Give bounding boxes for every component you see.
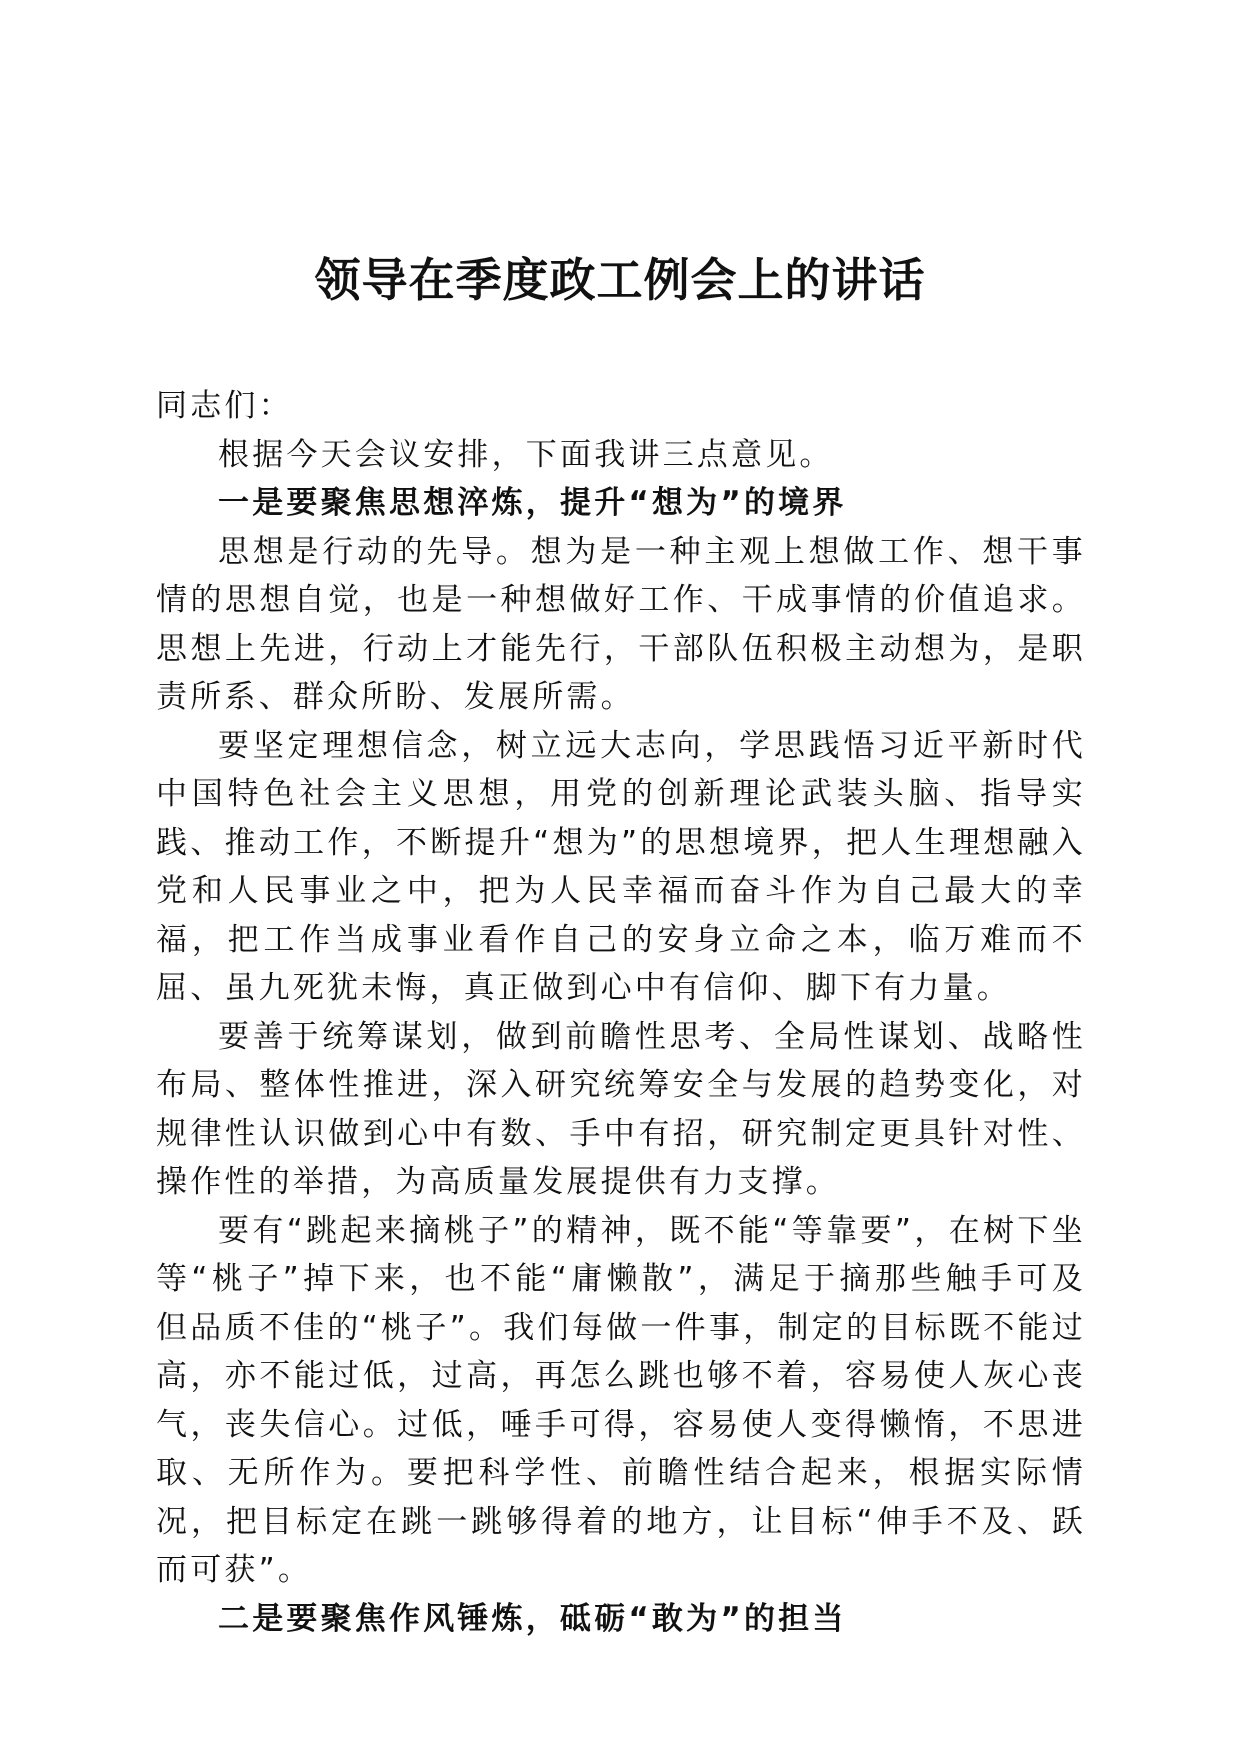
paragraph: 思想是行动的先导。想为是一种主观上想做工作、想干事情的思想自觉，也是一种想做好工作、干成事情的价值追求。思想上先进，行动上才能先行，干部队伍积极主动想为，是职责所系、群众所盼、发展所需。: [156, 533, 1086, 715]
document-title: 领导在季度政工例会上的讲话: [314, 253, 926, 307]
paragraph: 要坚定理想信念，树立远大志向，学思践悟习近平新时代中国特色社会主义思想，用党的创新理论武装头脑、指导实践、推动工作，不断提升“想为”的思想境界，把人生理想融入党和人民事业之中，把为人民幸福而奋斗作为自己最大的幸福，把工作当成事业看作自己的安身立命之本，临万难而不屈、虽九死犹未悔，真正做到心中有信仰、脚下有力量。: [156, 727, 1086, 1006]
paragraph: 要有“跳起来摘桃子”的精神，既不能“等靠要”，在树下坐等“桃子”掉下来，也不能“庸懒散”，满足于摘那些触手可及但品质不佳的“桃子”。我们每做一件事，制定的目标既不能过高，亦不能过低，过高，再怎么跳也够不着，容易使人灰心丧气，丧失信心。过低，唾手可得，容易使人变得懒惰，不思进取、无所作为。要把科学性、前瞻性结合起来，根据实际情况，把目标定在跳一跳够得着的地方，让目标“伸手不及、跃而可获”。: [156, 1212, 1086, 1588]
paragraph-intro: 根据今天会议安排，下面我讲三点意见。: [218, 436, 834, 473]
paragraph: 要善于统筹谋划，做到前瞻性思考、全局性谋划、战略性布局、整体性推进，深入研究统筹安全与发展的趋势变化，对规律性认识做到心中有数、手中有招，研究制定更具针对性、操作性的举措，为高质量发展提供有力支撑。: [156, 1018, 1086, 1200]
salutation: 同志们：: [156, 388, 293, 424]
document-body: [156, 382, 1086, 1643]
section-heading-2: 二是要聚焦作风锤炼，砥砺“敢为”的担当: [218, 1600, 847, 1637]
section-heading-1: 一是要聚焦思想淬炼，提升“想为”的境界: [218, 485, 847, 521]
